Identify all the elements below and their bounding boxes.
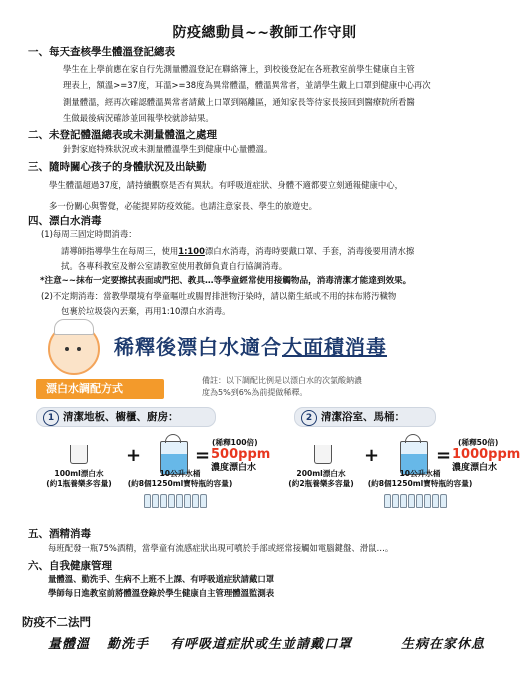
caption-line: (約1瓶養樂多容量) bbox=[46, 479, 112, 488]
section-1-line: 生做最後病況確診並回報學校就診結果。 bbox=[63, 112, 214, 123]
nurse-mascot-icon bbox=[48, 323, 100, 375]
section-1-line: 學生在上學前應在家自行先測量體溫登記在聯絡簿上，到校後登記在各班教室前學生健康自主管 bbox=[63, 64, 415, 74]
bucket-caption bbox=[360, 469, 480, 489]
plus-sign: + bbox=[364, 445, 380, 466]
slogan-item: 有呼吸道症狀或生並請戴口罩 bbox=[170, 637, 353, 652]
ratio-text: 1:100 bbox=[178, 246, 205, 256]
section-3-heading: 三、隨時關心孩子的身體狀況及出缺勤 bbox=[28, 161, 207, 173]
step-text: 清潔浴室、馬桶： bbox=[321, 411, 405, 423]
section-1-line: 理表上，額溫>=37度，耳溫>=38度為異常體溫，體溫異常者，並請學生戴上口罩到健康中心再次 bbox=[63, 80, 431, 91]
title-part: 稀釋後漂白水適合 bbox=[114, 335, 282, 359]
section-4-heading: 四、漂白水消毒 bbox=[28, 215, 102, 227]
warning-note: *注意~~抹布一定要擦拭表面或門把、教具…等學童經常使用接觸物品，消毒清潔才能達到效果。 bbox=[40, 276, 412, 286]
bottle-row-icon bbox=[144, 493, 208, 507]
section-6-line: 學師每日進教室前將體溫登錄於學生健康自主管理體溫監測表 bbox=[48, 588, 275, 599]
eye-icon bbox=[65, 347, 69, 351]
section-1-line: 測量體溫，經再次確認體溫異常者請戴上口罩到隔離區，通知家長等待家長接回到醫療院所看醫 bbox=[63, 96, 415, 107]
section-4-line: 包裹於垃圾袋內丟棄，再用1:10漂白水消毒。 bbox=[61, 306, 231, 316]
infographic-note bbox=[202, 375, 362, 399]
measuring-cup-icon bbox=[70, 445, 88, 464]
section-1-body bbox=[63, 61, 431, 126]
section-3-body bbox=[49, 177, 403, 215]
concentration-label: 濃度漂白水 bbox=[452, 463, 498, 473]
step-number: 2 bbox=[301, 410, 317, 426]
section-4-sub-1: (1)每周三固定時間消毒： bbox=[41, 229, 137, 239]
bucket-caption bbox=[120, 469, 240, 489]
caption-line: (約2瓶養樂多容量) bbox=[288, 479, 354, 488]
footer-heading: 防疫不二法門 bbox=[22, 615, 91, 629]
equals-sign: = bbox=[195, 445, 211, 466]
section-6-heading: 六、自我健康管理 bbox=[28, 560, 112, 572]
step-number: 1 bbox=[43, 410, 59, 426]
title-emphasis: 大面積 bbox=[282, 335, 345, 359]
section-6-body bbox=[48, 571, 274, 602]
page-title: 防疫總動員~~教師工作守則 bbox=[172, 25, 357, 41]
nurse-hat-icon bbox=[54, 319, 94, 335]
plus-sign: + bbox=[126, 445, 142, 466]
step-2-label bbox=[294, 407, 436, 427]
text-run: 漂白水消毒，消毒時要戴口罩、手套，消毒後要用清水擦 bbox=[204, 246, 415, 256]
section-4-line: 拭。各專科教室及辦公室請教室使用教師負責自行協調消毒。 bbox=[61, 261, 288, 271]
caption-line: 10公升水桶 bbox=[159, 469, 201, 478]
cup-caption bbox=[42, 469, 116, 489]
section-1-heading: 一、每天查核學生體溫登記總表 bbox=[28, 46, 175, 58]
section-2-line: 針對家庭特殊狀況或未測量體溫學生到健康中心量體溫。 bbox=[63, 144, 273, 154]
infographic-title bbox=[114, 331, 387, 360]
slogan-item: 生病在家休息 bbox=[401, 637, 486, 652]
slogan-item: 量體溫 bbox=[48, 637, 91, 652]
bleach-infographic bbox=[28, 317, 521, 517]
note-line: 備註：以下調配比例是以漂白水的次氯酸鈉濃 bbox=[202, 376, 362, 385]
eye-icon bbox=[77, 347, 81, 351]
caption-line: 200ml漂白水 bbox=[296, 469, 346, 478]
slogan-item: 勤洗手 bbox=[107, 637, 150, 652]
section-3-line: 學生體溫超過37度，請持續觀察是否有異狀。有呼吸道症狀、身體不適都要立刻通報健康中心， bbox=[49, 180, 404, 190]
step-text: 清潔地板、櫥櫃、廚房： bbox=[63, 411, 179, 423]
dilution-ratio: (稀釋50倍) bbox=[458, 438, 499, 447]
dilution-ratio: (稀釋100倍) bbox=[212, 438, 258, 447]
bottle-row-icon bbox=[384, 493, 448, 507]
caption-line: (約8個1250ml寶特瓶的容量) bbox=[367, 479, 473, 488]
section-4-sub-2: (2)不定期消毒：當教學環境有學童嘔吐或腸胃排泄物汙染時，請以衛生紙或不用的抹布將汚穢物 bbox=[41, 291, 397, 301]
concentration-value: 500ppm bbox=[211, 447, 271, 462]
measuring-cup-icon bbox=[314, 445, 332, 464]
note-line: 度為5%到6%為前提做稀釋。 bbox=[202, 388, 308, 397]
equals-sign: = bbox=[436, 445, 452, 466]
caption-line: (約8個1250ml寶特瓶的容量) bbox=[127, 479, 233, 488]
section-3-line: 多一份關心與警覺，必能提昇防疫效能。也請注意家長、學生的旅遊史。 bbox=[49, 201, 317, 212]
bucket-handle bbox=[165, 434, 181, 443]
section-6-line: 量體溫、勤洗手、生病不上班不上課、有呼吸道症狀請戴口罩 bbox=[48, 574, 275, 584]
cup-caption bbox=[284, 469, 358, 489]
title-part: 消毒 bbox=[345, 335, 387, 359]
step-1-label bbox=[36, 407, 216, 427]
bucket-handle bbox=[405, 434, 421, 443]
caption-line: 10公升水桶 bbox=[399, 469, 441, 478]
section-5-heading: 五、酒精消毒 bbox=[28, 528, 91, 540]
section-2-heading: 二、未登記體溫總表或未測量體溫之處理 bbox=[28, 129, 217, 141]
section-4-line bbox=[61, 243, 414, 259]
concentration-value: 1000ppm bbox=[452, 447, 521, 462]
caption-line: 100ml漂白水 bbox=[54, 469, 104, 478]
concentration-label: 濃度漂白水 bbox=[211, 463, 257, 473]
mixing-method-label: 漂白水調配方式 bbox=[36, 379, 164, 399]
text-run: 請導師指導學生在每周三，使用 bbox=[61, 246, 179, 256]
section-5-line: 每班配發一瓶75%酒精，當學童有流感症狀出現可噴於手部或經常接觸如電腦鍵盤、滑鼠…。 bbox=[48, 543, 394, 553]
